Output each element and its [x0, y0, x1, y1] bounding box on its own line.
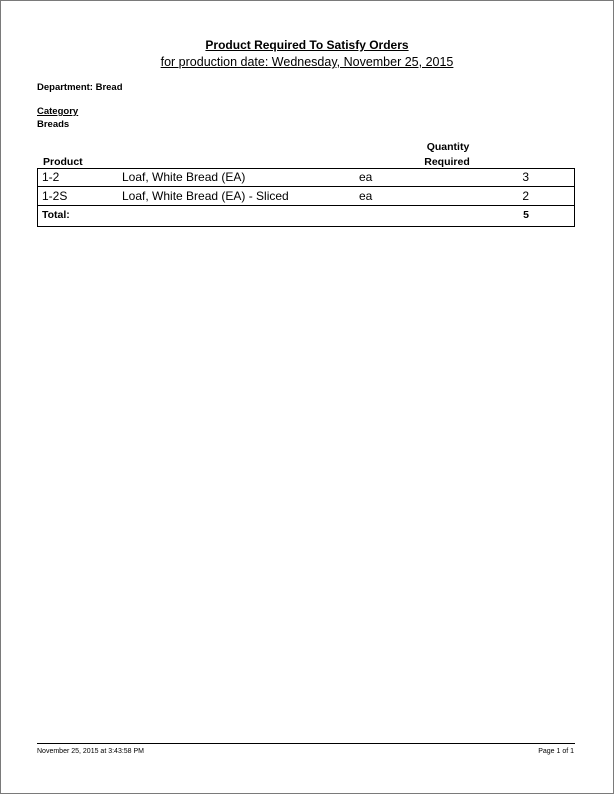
row-description: Loaf, White Bread (EA) — [122, 170, 246, 184]
footer-divider — [37, 743, 575, 744]
column-header-required: Required — [424, 156, 470, 168]
row-code: 1-2S — [37, 187, 122, 206]
row-description: Loaf, White Bread (EA) - Sliced — [122, 187, 359, 206]
table-row — [37, 187, 575, 206]
row-code: 1-2 — [42, 170, 60, 184]
report-subtitle: for production date: Wednesday, November 25, 2015 — [160, 55, 454, 69]
row-qty: 3 — [522, 170, 529, 184]
print-timestamp: November 25, 2015 at 3:43:58 PM — [37, 748, 145, 755]
row-unit: ea — [359, 170, 373, 184]
column-header-quantity: Quantity — [426, 141, 470, 153]
row-unit: ea — [359, 187, 469, 206]
total-label: Total: — [37, 206, 122, 225]
department-label: Department: Bread — [37, 82, 123, 93]
total-row — [37, 206, 575, 225]
page-number: Page 1 of 1 — [538, 748, 574, 755]
total-value: 5 — [469, 206, 529, 225]
orders-table — [37, 168, 575, 224]
row-qty: 2 — [469, 187, 529, 206]
column-header-product: Product — [43, 156, 83, 168]
table-row — [37, 168, 575, 187]
category-value: Breads — [37, 119, 70, 130]
category-heading: Category — [37, 106, 79, 117]
report-title: Product Required To Satisfy Orders — [205, 38, 409, 52]
